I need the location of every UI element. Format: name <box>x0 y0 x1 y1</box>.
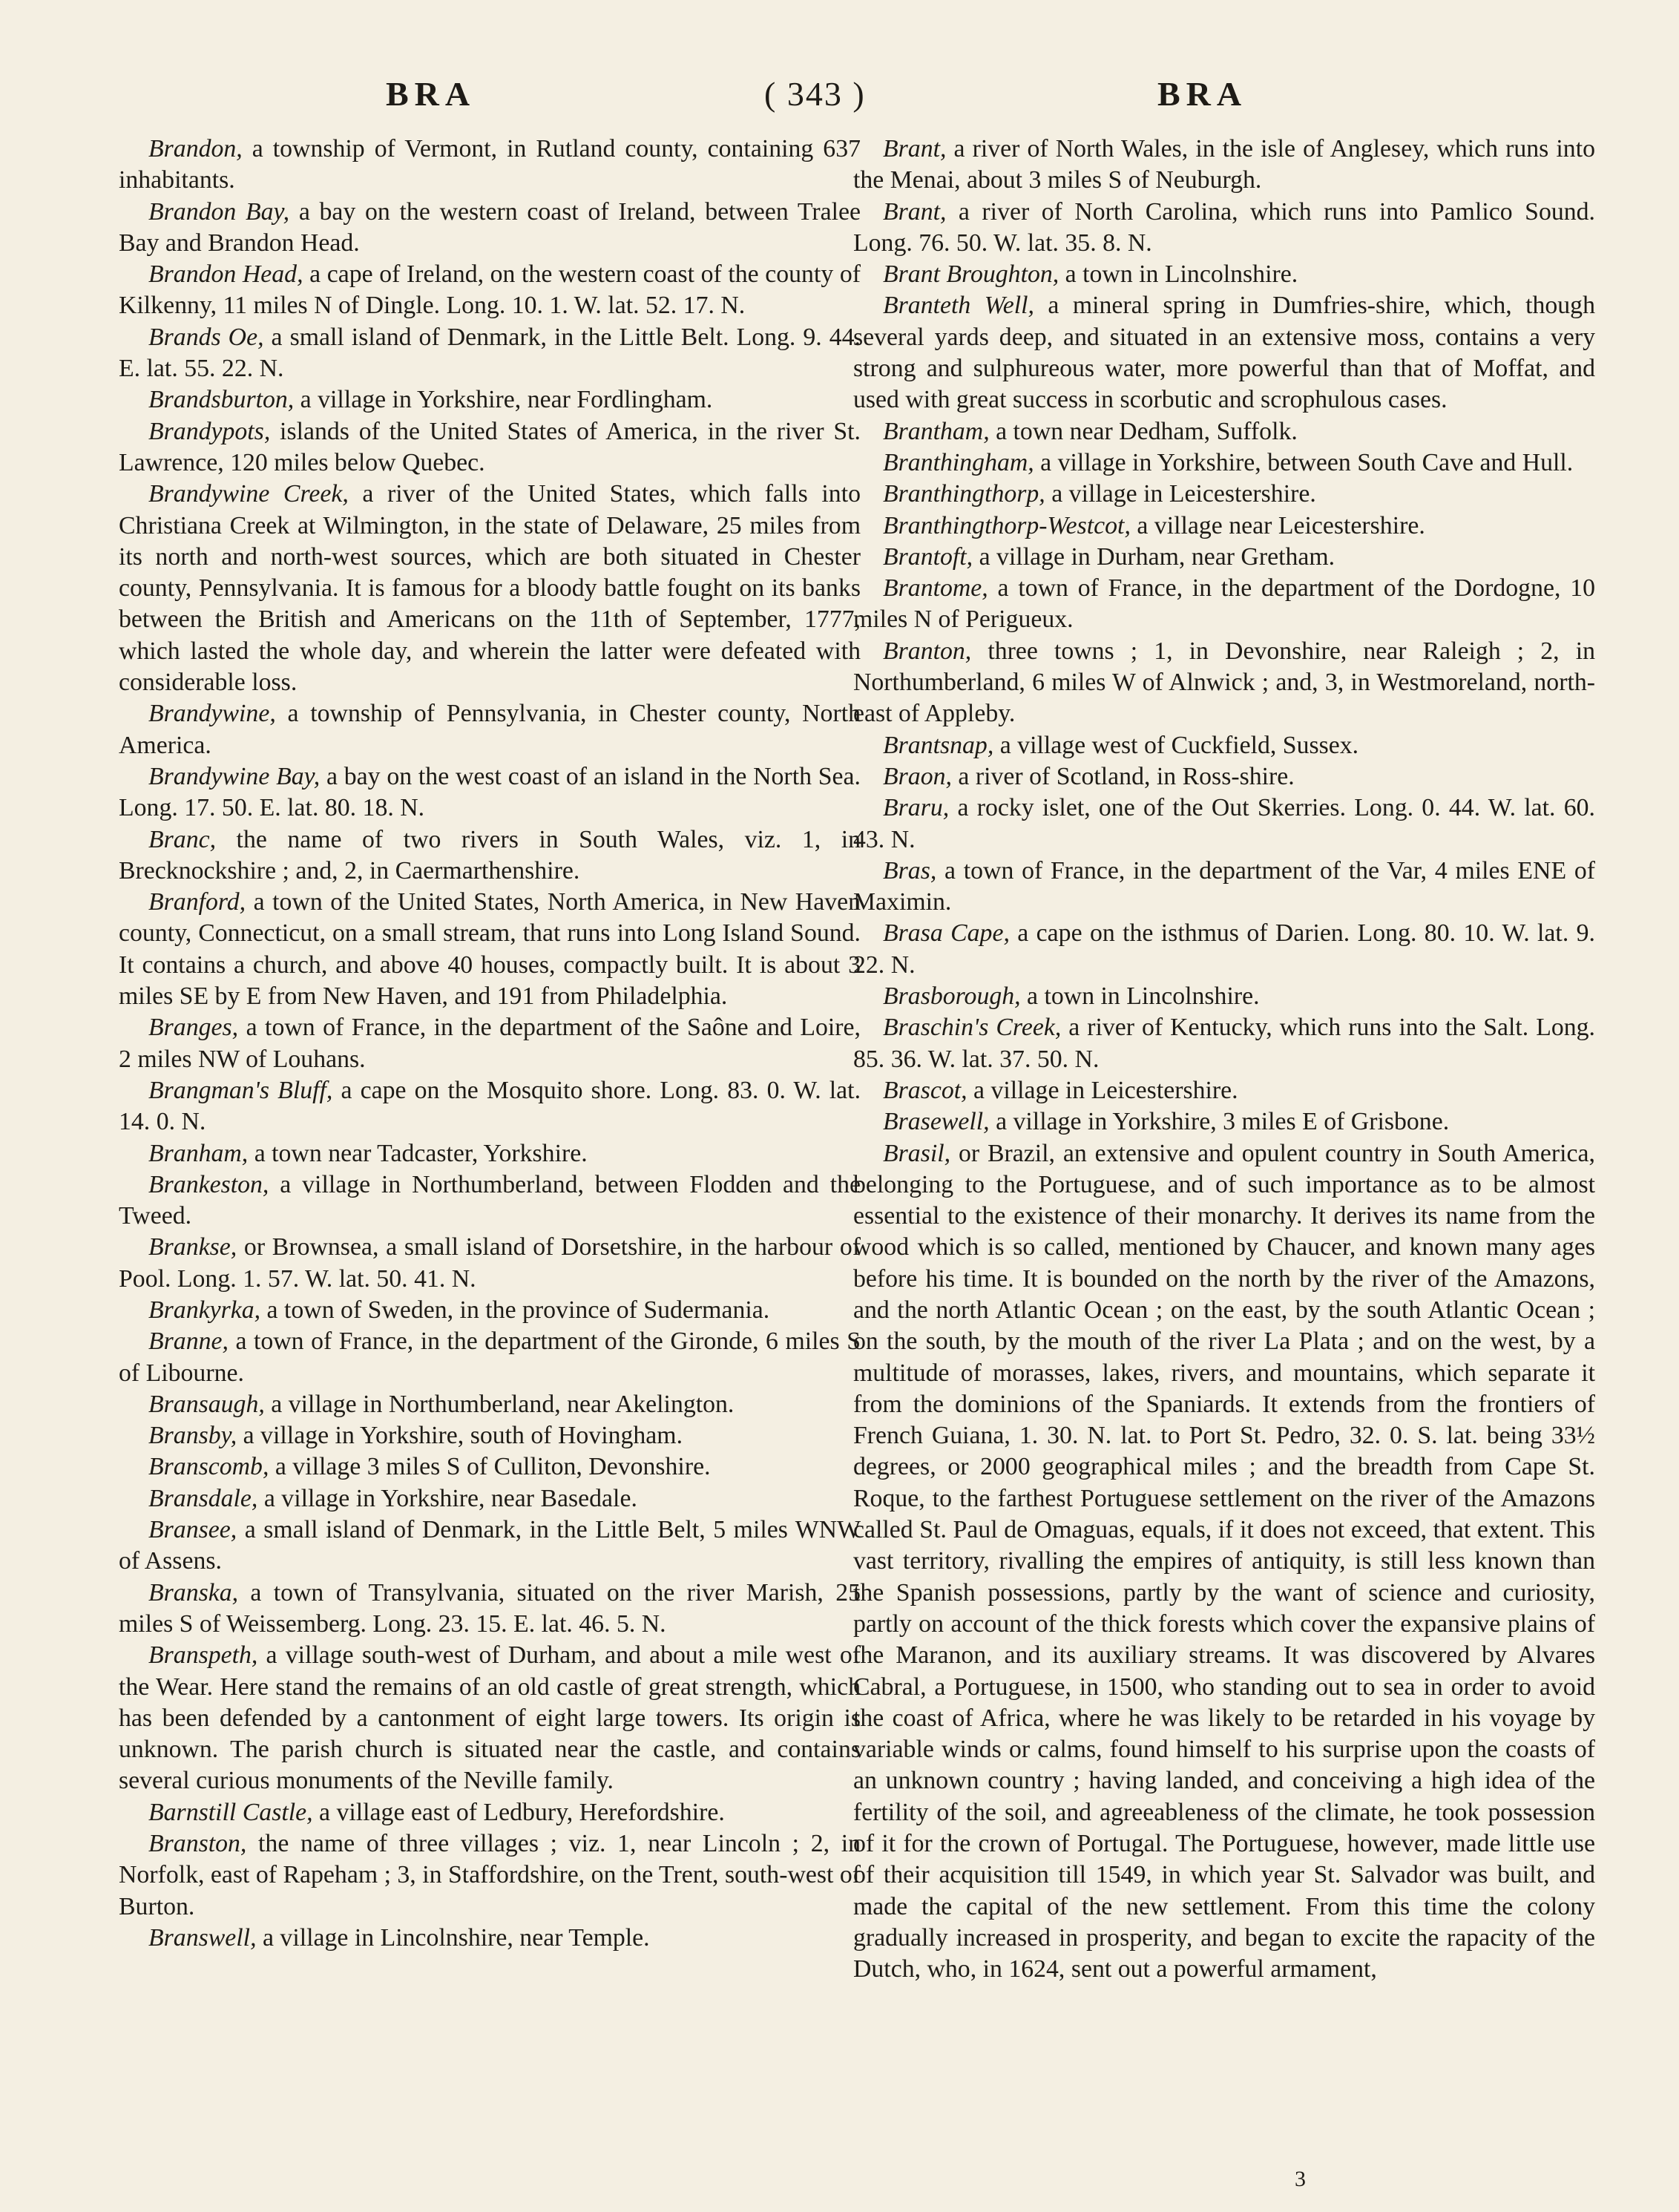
gazetteer-entry <box>119 1389 861 1420</box>
gazetteer-entry <box>119 887 861 1012</box>
gazetteer-entry <box>119 1138 861 1169</box>
gazetteer-entry <box>119 416 861 479</box>
entry-text: a village in Northumberland, near Akelington. <box>264 1390 735 1418</box>
entry-text: a small island of Denmark, in the Little Belt. Long. 9. 44. E. lat. 55. 22. N. <box>119 323 861 383</box>
gazetteer-entry <box>853 197 1595 260</box>
gazetteer-entry <box>119 1640 861 1796</box>
entry-text: a village in Durham, near Gretham. <box>973 542 1335 571</box>
entry-text: three towns ; 1, in Devonshire, near Raleigh ; 2, in Northumberland, 6 miles W of Alnwick ; and, 3, in Westmoreland, north-east of Appleby. <box>853 637 1595 728</box>
entry-headword: Branspeth, <box>148 1641 258 1670</box>
left-column <box>119 134 861 1954</box>
entry-headword: Bransee, <box>148 1516 237 1544</box>
entry-text: the name of two rivers in South Wales, viz. 1, in Brecknockshire ; and, 2, in Caermarthenshire. <box>119 825 861 885</box>
entry-text: a river of North Carolina, which runs into Pamlico Sound. Long. 76. 50. W. lat. 35. 8. N. <box>853 197 1595 257</box>
entry-headword: Brant, <box>883 135 947 163</box>
entry-headword: Branford, <box>148 888 246 916</box>
running-header <box>0 74 1679 119</box>
entry-headword: Brasewell, <box>883 1108 990 1136</box>
entry-text: a cape of Ireland, on the western coast of the county of Kilkenny, 11 miles N of Dingle. Long. 10. 1. W. lat. 52. 17. N. <box>119 260 861 320</box>
entry-headword: Brandywine, <box>148 700 276 728</box>
entry-headword: Brant Broughton, <box>883 260 1059 289</box>
gazetteer-entry <box>853 1138 1595 1986</box>
entry-headword: Branthingham, <box>883 448 1034 476</box>
entry-headword: Brands Oe, <box>148 323 264 351</box>
gazetteer-entry <box>853 981 1595 1012</box>
entry-headword: Branston, <box>148 1830 247 1858</box>
entry-text: a small island of Denmark, in the Little Belt, 5 miles WNW of Assens. <box>119 1516 861 1575</box>
gazetteer-entry <box>119 1797 861 1828</box>
entry-headword: Branne, <box>148 1327 229 1356</box>
entry-text: a town in Lincolnshire. <box>1020 982 1260 1011</box>
gazetteer-entry <box>853 511 1595 542</box>
entry-headword: Branges, <box>148 1014 239 1042</box>
gazetteer-entry <box>853 730 1595 761</box>
gazetteer-entry <box>119 698 861 761</box>
entry-text: a village in Yorkshire, between South Cave and Hull. <box>1034 448 1574 476</box>
entry-text: a cape on the Mosquito shore. Long. 83. 0. W. lat. 14. 0. N. <box>119 1076 861 1136</box>
entry-headword: Branswell, <box>148 1923 257 1952</box>
entry-headword: Branton, <box>883 637 972 665</box>
entry-headword: Branteth Well, <box>883 292 1034 320</box>
entry-headword: Brasa Cape, <box>883 919 1010 948</box>
gazetteer-entry <box>119 1514 861 1578</box>
entry-text: a village in Lincolnshire, near Temple. <box>256 1923 650 1952</box>
gazetteer-entry <box>119 134 861 197</box>
entry-text: a town of Transylvania, situated on the river Marish, 25 miles S of Weissemberg. Long. 23. 15. E. lat. 46. 5. N. <box>119 1578 861 1638</box>
entry-text: a village south-west of Durham, and about a mile west of the Wear. Here stand the remains of an old castle of great strength, which has been defended by a cantonment of eight large towers. Its origin is unknown. The parish church is situated near the castle, and contains several curious monuments of the Neville family. <box>119 1641 861 1795</box>
header-right-guide-word: BRA <box>1157 75 1248 113</box>
gazetteer-entry <box>119 1451 861 1483</box>
gazetteer-entry <box>119 1232 861 1295</box>
entry-headword: Brandon, <box>148 135 243 163</box>
entry-text: a town of France, in the department of the Saône and Loire, 2 miles NW of Louhans. <box>119 1014 861 1073</box>
gazetteer-entry <box>119 1828 861 1923</box>
gazetteer-entry <box>119 479 861 698</box>
gazetteer-entry <box>853 573 1595 636</box>
entry-headword: Bransaugh, <box>148 1390 265 1418</box>
entry-headword: Brascot, <box>883 1076 967 1104</box>
gazetteer-entry <box>853 636 1595 730</box>
entry-headword: Brasborough, <box>883 982 1021 1011</box>
entry-text: a village in Yorkshire, south of Hovingham. <box>237 1422 683 1450</box>
entry-text: a village near Leicestershire. <box>1130 511 1425 539</box>
entry-text: a village east of Ledbury, Herefordshire. <box>312 1798 725 1826</box>
gazetteer-entry <box>853 792 1595 856</box>
gazetteer-entry <box>119 824 861 887</box>
gazetteer-entry <box>853 447 1595 479</box>
entry-text: a town of France, in the department of the Gironde, 6 miles S of Libourne. <box>119 1327 861 1387</box>
entry-headword: Brandywine Creek, <box>148 480 349 508</box>
gazetteer-entry <box>853 918 1595 981</box>
entry-text: or Brazil, an extensive and opulent country in South America, belonging to the Portuguese, and of such importance as to be almost essential to the existence of their monarchy. It derives its name from the wood which is so called, mentioned by Chaucer, and known many ages before his time. It is bounded on the north by the river of the Amazons, and the north Atlantic Ocean ; on the east, by the south Atlantic Ocean ; on the south, by the mouth of the river La Plata ; and on the west, by a multitude of morasses, lakes, rivers, and mountains, which separate it from the dominions of the Spaniards. It extends from the frontiers of French Guiana, 1. 30. N. lat. to Port St. Pedro, 32. 0. S. lat. being 33½ degrees, or 2000 geographical miles ; and the breadth from Cape St. Roque, to the farthest Portuguese settlement on the river of the Amazons called St. Paul de Omaguas, equals, if it does not exceed, that extent. This vast territory, rivalling the empires of antiquity, is still less known than the Spanish possessions, partly by the want of science and curiosity, partly on account of the thick forests which cover the expansive plains of the Maranon, and its auxiliary streams. It was discovered by Alvares Cabral, a Portuguese, in 1500, who standing out to sea in order to avoid the coast of Africa, where he was likely to be retarded in his voyage by variable winds or calms, found himself to his surprise upon the coasts of an unknown country ; having landed, and conceiving a high idea of the fertility of the soil, and agreeableness of the climate, he took possession of it for the crown of Portugal. The Portuguese, however, made little use of their acquisition till 1549, in which year St. Salvador was built, and made the capital of the new settlement. From this time the colony gradually increased in prosperity, and began to excite the rapacity of the Dutch, who, in 1624, sent out a powerful armament, <box>853 1139 1595 1983</box>
entry-text: a village in Yorkshire, near Basedale. <box>257 1484 637 1512</box>
gazetteer-entry <box>119 322 861 385</box>
entry-headword: Braru, <box>883 794 950 822</box>
entry-text: islands of the United States of America, in the river St. Lawrence, 120 miles below Quebec. <box>119 417 861 476</box>
entry-text: a village west of Cuckfield, Sussex. <box>993 731 1359 759</box>
entry-text: a river of the United States, which falls into Christiana Creek at Wilmington, in the state of Delaware, 25 miles from its north and north-west sources, which are both situated in Chester county, Pennsylvania. It is famous for a bloody battle fought on its banks between the British and Americans on the 11th of September, 1777, which lasted the whole day, and wherein the latter were defeated with considerable loss. <box>119 480 861 697</box>
entry-text: a village in Leicestershire. <box>967 1076 1238 1104</box>
entry-headword: Branham, <box>148 1139 249 1167</box>
gazetteer-entry <box>853 1012 1595 1075</box>
entry-text: a township of Pennsylvania, in Chester county, North America. <box>119 700 861 759</box>
entry-text: a river of North Wales, in the isle of Anglesey, which runs into the Menai, about 3 miles S of Neuburgh. <box>853 135 1595 194</box>
entry-text: a township of Vermont, in Rutland county, containing 637 inhabitants. <box>119 135 861 194</box>
entry-headword: Brantham, <box>883 417 990 445</box>
gazetteer-entry <box>853 479 1595 510</box>
entry-text: a village in Northumberland, between Flodden and the Tweed. <box>119 1170 861 1230</box>
entry-text: a town near Tadcaster, Yorkshire. <box>248 1139 588 1167</box>
entry-text: a town of France, in the department of the Dordogne, 10 miles N of Perigueux. <box>853 574 1595 634</box>
signature-mark: 3 <box>1295 2167 1306 2191</box>
entry-headword: Brant, <box>883 197 947 226</box>
entry-headword: Brankse, <box>148 1233 237 1261</box>
gazetteer-entry <box>853 542 1595 573</box>
entry-headword: Brangman's Bluff, <box>148 1076 333 1104</box>
gazetteer-entry <box>119 1326 861 1389</box>
entry-text: a town in Lincolnshire. <box>1059 260 1298 289</box>
entry-text: a bay on the west coast of an island in the North Sea. Long. 17. 50. E. lat. 80. 18. N. <box>119 762 861 822</box>
gazetteer-entry <box>119 1295 861 1326</box>
gazetteer-entry <box>119 1169 861 1233</box>
entry-text: a mineral spring in Dumfries-shire, which, though several yards deep, and situated in an extensive moss, contains a very strong and sulphureous water, more powerful than that of Moffat, and used with great success in scorbutic and scrophulous cases. <box>853 292 1595 414</box>
entry-headword: Braschin's Creek, <box>883 1014 1062 1042</box>
gazetteer-entry <box>853 856 1595 919</box>
gazetteer-entry <box>119 259 861 322</box>
entry-headword: Brandsburton, <box>148 386 295 414</box>
entry-headword: Braon, <box>883 762 952 790</box>
page-number: ( 343 ) <box>764 75 866 113</box>
entry-headword: Brandon Head, <box>148 260 303 289</box>
gazetteer-entry <box>853 1075 1595 1106</box>
header-left-guide-word: BRA <box>386 75 476 113</box>
entry-text: or Brownsea, a small island of Dorsetshire, in the harbour of Pool. Long. 1. 57. W. lat. 50. 41. N. <box>119 1233 861 1293</box>
entry-headword: Brantoft, <box>883 542 973 571</box>
entry-text: a bay on the western coast of Ireland, between Tralee Bay and Brandon Head. <box>119 197 861 257</box>
entry-headword: Barnstill Castle, <box>148 1798 313 1826</box>
gazetteer-entry <box>853 259 1595 290</box>
gazetteer-entry <box>853 290 1595 416</box>
gazetteer-entry <box>119 1923 861 1954</box>
gazetteer-entry <box>119 384 861 416</box>
entry-text: a town of the United States, North America, in New Haven county, Connecticut, on a small stream, that runs into Long Island Sound. It contains a church, and above 40 houses, compactly built. It is about 3 miles SE by E from New Haven, and 191 from Philadelphia. <box>119 888 861 1011</box>
entry-text: a rocky islet, one of the Out Skerries. Long. 0. 44. W. lat. 60. 43. N. <box>853 794 1595 853</box>
entry-headword: Bransdale, <box>148 1484 258 1512</box>
entry-text: a river of Kentucky, which runs into the Salt. Long. 85. 36. W. lat. 37. 50. N. <box>853 1014 1595 1073</box>
entry-text: a village in Yorkshire, 3 miles E of Grisbone. <box>989 1108 1450 1136</box>
entry-headword: Brandywine Bay, <box>148 762 321 790</box>
entry-headword: Branscomb, <box>148 1453 269 1481</box>
gazetteer-entry <box>119 1075 861 1138</box>
gazetteer-entry <box>853 416 1595 447</box>
gazetteer-entry <box>119 1483 861 1514</box>
entry-headword: Brantsnap, <box>883 731 994 759</box>
entry-headword: Brankyrka, <box>148 1296 261 1324</box>
entry-headword: Brantome, <box>883 574 988 603</box>
entry-text: a village in Yorkshire, near Fordlingham. <box>294 386 713 414</box>
gazetteer-entry <box>853 134 1595 197</box>
right-column <box>853 134 1595 1986</box>
entry-text: a river of Scotland, in Ross-shire. <box>951 762 1295 790</box>
entry-headword: Brankeston, <box>148 1170 269 1198</box>
entry-headword: Brandon Bay, <box>148 197 290 226</box>
gazetteer-entry <box>119 761 861 824</box>
entry-text: a town near Dedham, Suffolk. <box>989 417 1298 445</box>
entry-text: a village 3 miles S of Culliton, Devonshire. <box>269 1453 711 1481</box>
entry-text: a village in Leicestershire. <box>1045 480 1316 508</box>
entry-headword: Bransby, <box>148 1422 237 1450</box>
entry-headword: Branska, <box>148 1578 239 1607</box>
gazetteer-entry <box>853 761 1595 792</box>
gazetteer-entry <box>119 1578 861 1641</box>
entry-headword: Brasil, <box>883 1139 951 1167</box>
entry-headword: Bras, <box>883 856 937 885</box>
entry-headword: Brandypots, <box>148 417 271 445</box>
entry-headword: Branc, <box>148 825 217 853</box>
entry-text: a town of Sweden, in the province of Sudermania. <box>260 1296 770 1324</box>
entry-headword: Branthingthorp, <box>883 480 1045 508</box>
gazetteer-entry <box>119 1012 861 1075</box>
entry-text: a town of France, in the department of the Var, 4 miles ENE of Maximin. <box>853 856 1595 916</box>
gazetteer-entry <box>853 1106 1595 1138</box>
gazetteer-entry <box>119 197 861 260</box>
entry-headword: Branthingthorp-Westcot, <box>883 511 1131 539</box>
entry-text: the name of three villages ; viz. 1, near Lincoln ; 2, in Norfolk, east of Rapeham ; 3, in Staffordshire, on the Trent, south-west of Burton. <box>119 1830 861 1920</box>
entry-text: a cape on the isthmus of Darien. Long. 80. 10. W. lat. 9. 22. N. <box>853 919 1595 979</box>
gazetteer-entry <box>119 1420 861 1451</box>
